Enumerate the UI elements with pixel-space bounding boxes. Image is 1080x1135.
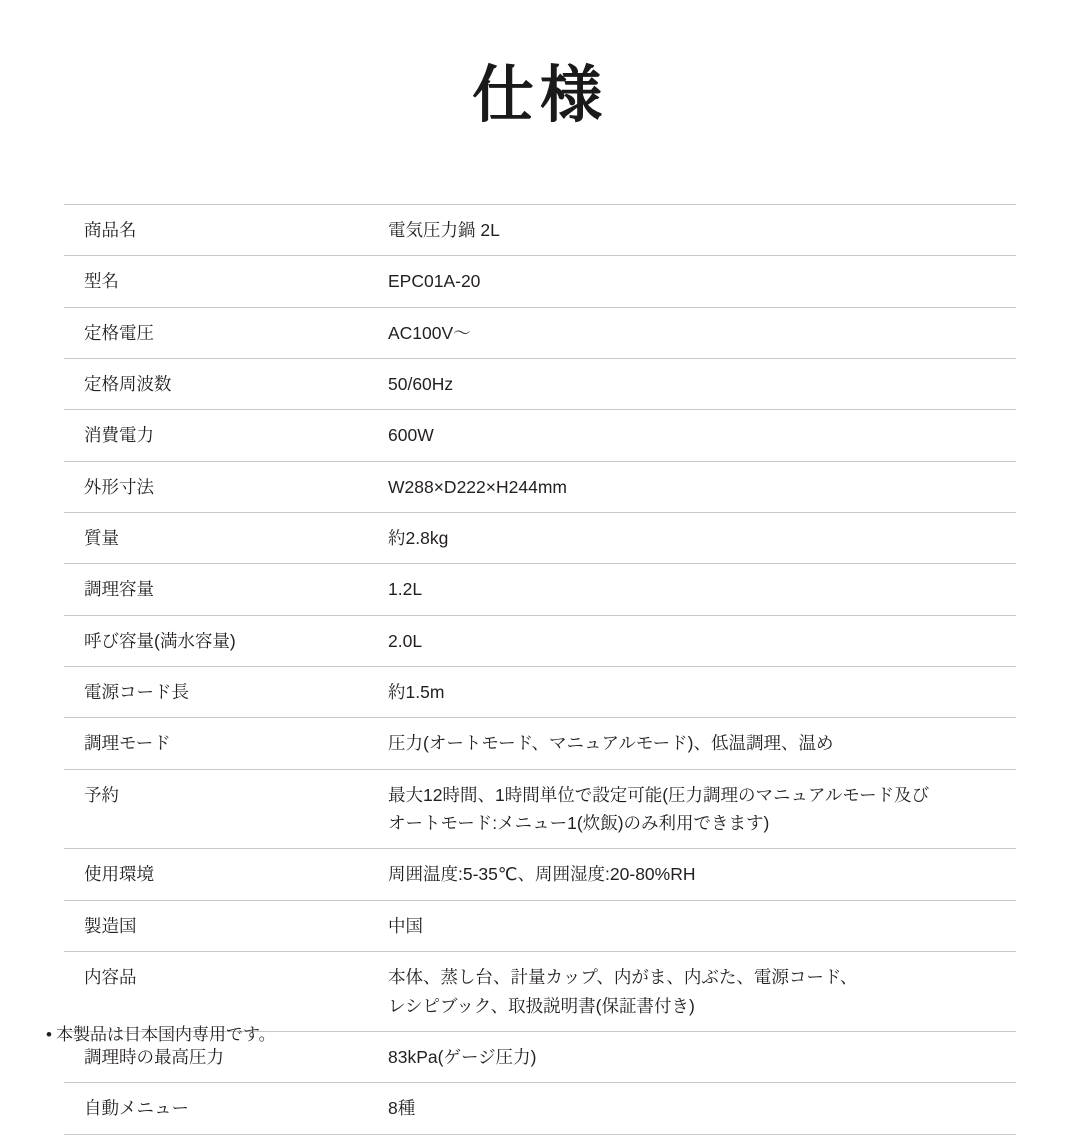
spec-value xyxy=(370,1083,1016,1134)
spec-label: 調理モード xyxy=(84,733,171,754)
spec-value-line: 8種 xyxy=(388,1098,416,1119)
table-row xyxy=(64,205,1016,256)
table-row xyxy=(64,359,1016,410)
spec-label: 内容品 xyxy=(84,967,137,988)
spec-value xyxy=(370,769,1016,849)
table-row xyxy=(64,1083,1016,1134)
spec-label: 呼び容量(満水容量) xyxy=(84,630,236,651)
spec-value-line: 電気圧力鍋 2L xyxy=(388,220,500,240)
table-row xyxy=(64,615,1016,666)
spec-label: 型名 xyxy=(84,271,119,292)
spec-value-line: オートモード:メニュー1(炊飯)のみ利用できます) xyxy=(388,813,770,834)
table-row xyxy=(64,849,1016,900)
table-row xyxy=(64,900,1016,951)
spec-label: 質量 xyxy=(84,528,119,549)
spec-value-line: 1.2L xyxy=(388,579,423,600)
spec-value-line: 50/60Hz xyxy=(388,374,454,395)
spec-value xyxy=(370,461,1016,512)
spec-value-line: 83kPa(ゲージ圧力) xyxy=(388,1046,537,1067)
spec-value xyxy=(370,359,1016,410)
spec-label: 使用環境 xyxy=(84,864,154,885)
spec-label: 定格電圧 xyxy=(84,322,154,343)
spec-value-line: EPC01A-20 xyxy=(388,271,481,292)
footnote-text: 本製品は日本国内専用です。 xyxy=(55,1025,276,1044)
spec-value xyxy=(370,849,1016,900)
spec-value-line: AC100V〜 xyxy=(388,322,471,343)
spec-value-line: 600W xyxy=(388,425,434,446)
spec-label: 自動メニュー xyxy=(84,1098,189,1119)
spec-value xyxy=(370,410,1016,461)
spec-value xyxy=(370,564,1016,615)
spec-label: 電源コード長 xyxy=(84,682,189,703)
footnote-bullet-icon: • xyxy=(46,1025,52,1044)
spec-label: 消費電力 xyxy=(84,425,154,446)
spec-label: 商品名 xyxy=(84,220,137,240)
spec-value-line: 本体、蒸し台、計量カップ、内がま、内ぶた、電源コード、 xyxy=(388,967,858,988)
spec-value-line: 約1.5m xyxy=(388,682,445,703)
footnote xyxy=(46,1022,276,1048)
spec-value xyxy=(370,205,1016,256)
spec-value xyxy=(370,667,1016,718)
table-row xyxy=(64,410,1016,461)
spec-value xyxy=(370,307,1016,358)
specification-table xyxy=(64,204,1016,1135)
spec-value-line: レシピブック、取扱説明書(保証書付き) xyxy=(388,995,695,1016)
table-row xyxy=(64,461,1016,512)
table-row xyxy=(64,513,1016,564)
spec-label: 外形寸法 xyxy=(84,476,154,497)
spec-value xyxy=(370,256,1016,307)
spec-value-line: 圧力(オートモード、マニュアルモード)、低温調理、温め xyxy=(388,733,834,754)
spec-value-line: 最大12時間、1時間単位で設定可能(圧力調理のマニュアルモード及び xyxy=(388,784,930,805)
table-row xyxy=(64,718,1016,769)
spec-label: 調理容量 xyxy=(84,579,154,600)
table-row xyxy=(64,769,1016,849)
spec-value xyxy=(370,513,1016,564)
spec-value xyxy=(370,952,1016,1032)
spec-value-line: W288×D222×H244mm xyxy=(388,476,567,497)
spec-label: 製造国 xyxy=(84,915,137,936)
spec-value xyxy=(370,718,1016,769)
spec-value xyxy=(370,900,1016,951)
table-row xyxy=(64,952,1016,1032)
table-row xyxy=(64,667,1016,718)
spec-value xyxy=(370,1031,1016,1082)
spec-value-line: 2.0L xyxy=(388,630,423,651)
spec-value-line: 約2.8kg xyxy=(388,528,449,549)
table-row xyxy=(64,256,1016,307)
spec-label: 調理時の最高圧力 xyxy=(84,1046,224,1067)
table-row xyxy=(64,307,1016,358)
spec-value-line: 周囲温度:5-35℃、周囲湿度:20-80%RH xyxy=(388,864,696,885)
spec-value xyxy=(370,615,1016,666)
spec-value-line: 中国 xyxy=(388,915,423,936)
page-title: 仕様 xyxy=(471,61,608,130)
spec-label: 定格周波数 xyxy=(84,374,172,395)
spec-label: 予約 xyxy=(84,784,119,805)
table-row xyxy=(64,564,1016,615)
specification-table-body xyxy=(64,205,1016,1135)
